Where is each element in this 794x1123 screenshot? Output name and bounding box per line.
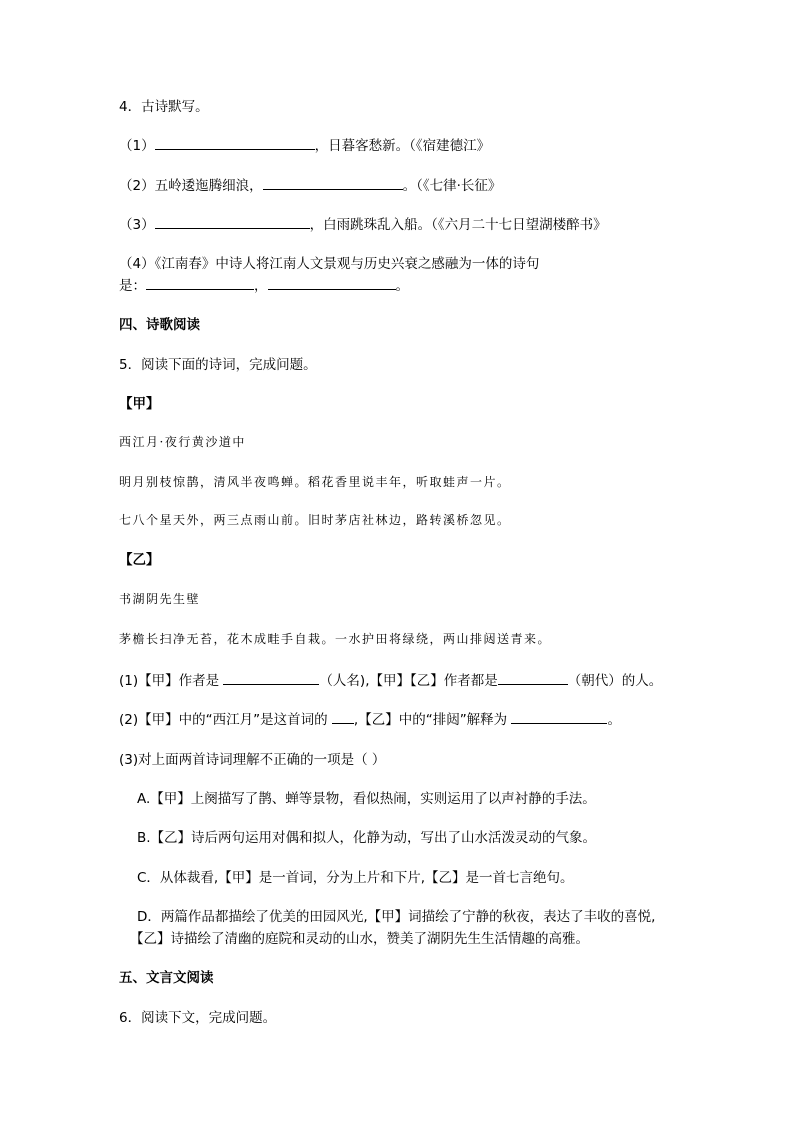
option-d-line-2: 【乙】诗描绘了清幽的庭院和灵动的山水，赞美了湖阴先生生活情趣的高雅。 — [130, 931, 589, 947]
item-1-blank[interactable] — [155, 136, 315, 150]
sub-1-part-a: (1)【甲】作者是 — [119, 673, 224, 689]
poem-yi-label: 【乙】 — [119, 552, 160, 568]
poem-jia-line-2: 七八个星天外，两三点雨山前。旧时茅店社林边，路转溪桥忽见。 — [119, 513, 511, 527]
item-3-suffix: ，白雨跳珠乱入船。（《六月二十七日望湖楼醉书》 — [309, 217, 607, 233]
question-4-item-4: （4）《江南春》中诗人将江南人文景观与历史兴衰之感融为一体的诗句 — [119, 256, 540, 272]
sub-2-blank-1[interactable] — [332, 710, 354, 724]
sub-2-part-a: (2)【甲】中的“西江月”是这首词的 — [119, 712, 332, 728]
poem-yi-title: 书湖阴先生壁 — [119, 592, 201, 606]
sub-1-part-b: （人名),【甲】【乙】作者都是 — [319, 673, 498, 689]
question-4-item-3 — [119, 215, 607, 235]
question-4-item-1 — [119, 136, 490, 156]
item-4-comma: ， — [254, 278, 268, 294]
question-5-intro: 5．阅读下面的诗词，完成问题。 — [119, 357, 317, 373]
poem-jia-line-1: 明月别枝惊鹊，清风半夜鸣蝉。稻花香里说丰年，听取蛙声一片。 — [119, 475, 511, 489]
option-c: C．从体裁看,【甲】是一首词，分为上片和下片,【乙】是一首七言绝句。 — [137, 870, 574, 886]
item-1-suffix: ，日暮客愁新。（《宿建德江》 — [314, 138, 491, 154]
option-d-line-1: D．两篇作品都描绘了优美的田园风光,【甲】词描绘了宁静的秋夜，表达了丰收的喜悦, — [137, 909, 656, 925]
item-4-suffix: 。 — [395, 278, 409, 294]
item-3-blank[interactable] — [155, 215, 310, 229]
question-6-intro: 6．阅读下文，完成问题。 — [119, 1010, 277, 1026]
sub-1-blank-dynasty[interactable] — [498, 671, 568, 685]
item-4-prefix: 是： — [119, 278, 146, 294]
poem-jia-title: 西江月·夜行黄沙道中 — [119, 435, 246, 449]
question-5-sub-3: (3)对上面两首诗词理解不正确的一项是（ ） — [119, 752, 386, 768]
question-5-sub-1 — [119, 671, 662, 691]
poem-yi-line-1: 茅檐长扫净无苔，花木成畦手自栽。一水护田将绿绕，两山排闼送青来。 — [119, 632, 552, 646]
option-a: A.【甲】上阕描写了鹊、蝉等景物，看似热闹，实则运用了以声衬静的手法。 — [137, 791, 596, 807]
question-4-item-4-answer — [119, 276, 409, 296]
sub-2-part-b: ,【乙】中的“排闼”解释为 — [353, 712, 512, 728]
item-4-blank-1[interactable] — [146, 276, 254, 290]
question-5-sub-2 — [119, 710, 621, 730]
item-1-prefix: （1） — [119, 138, 155, 154]
sub-1-part-c: （朝代）的人。 — [567, 673, 663, 689]
sub-2-blank-2[interactable] — [511, 710, 607, 724]
sub-1-blank-author[interactable] — [223, 671, 319, 685]
item-3-prefix: （3） — [119, 217, 155, 233]
item-2-blank[interactable] — [263, 176, 403, 190]
poem-jia-label: 【甲】 — [119, 396, 160, 412]
option-b: B.【乙】诗后两句运用对偶和拟人，化静为动，写出了山水活泼灵动的气象。 — [137, 830, 597, 846]
question-4-item-2 — [119, 176, 501, 196]
question-4-title: 4．古诗默写。 — [119, 99, 209, 115]
section-4-heading: 四、诗歌阅读 — [119, 317, 200, 333]
section-5-heading: 五、文言文阅读 — [119, 970, 214, 986]
item-2-prefix: （2）五岭逶迤腾细浪， — [119, 178, 263, 194]
item-4-blank-2[interactable] — [268, 276, 396, 290]
sub-2-part-c: 。 — [607, 712, 621, 728]
item-2-suffix: 。（《七律·长征》 — [402, 178, 502, 194]
